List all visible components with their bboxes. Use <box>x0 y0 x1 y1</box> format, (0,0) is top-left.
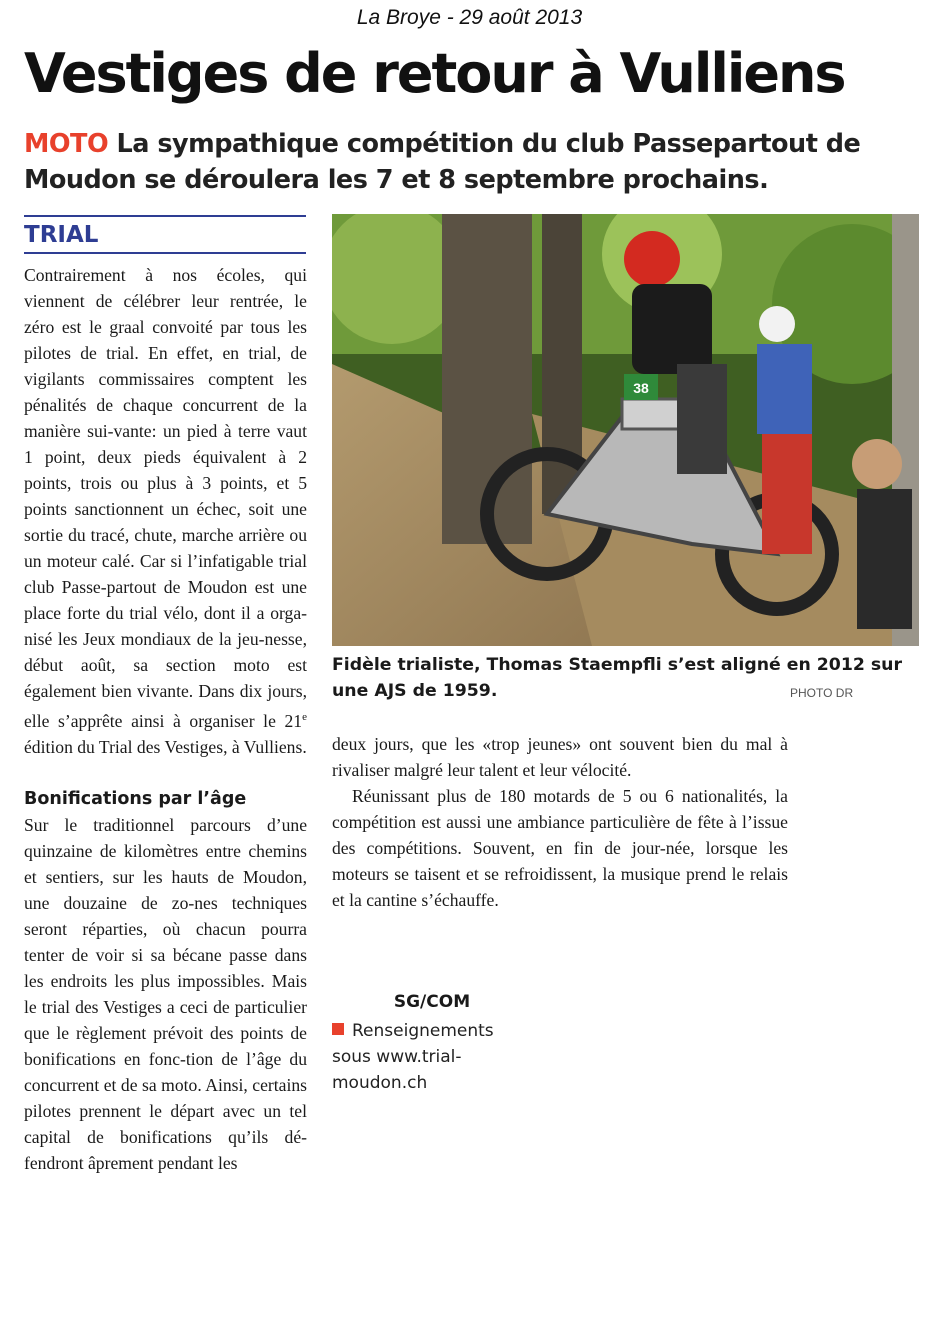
rubric <box>24 215 306 254</box>
photo-caption: Fidèle trialiste, Thomas Staempfli s’est aligné en 2012 sur une AJS de 1959. <box>332 655 903 701</box>
rubric-label: TRIAL <box>24 222 99 248</box>
lead-text: La sympathique compétition du club Passepartout de Moudon se déroulera les 7 et 8 septembre prochains. <box>24 129 861 195</box>
column-right <box>332 731 788 913</box>
paragraph1-text-a: Contrairement à nos écoles, qui viennent de célébrer leur rentrée, le zéro est le graal convoité par tous les pilotes de trial. En effet, en trial, de vigilants commissaires comptent les pénalités de chaque concurrent de la manière sui-vante: un pied à terre vaut 1 point, deux pieds équivalent à 2 points, trois ou plus à 3 points, et 5 points sanctionnent un échec, soit une sortie du tracé, chute, marche arrière ou un moteur calé. Car si l’infatigable trial club Passe-partout de Moudon est une place forte du trial vélo, dont il a orga-nisé les Jeux mondiaux de la jeu-nesse, début août, sa section moto est également bien vivante. Dans dix jours, elle s’apprête ainsi à organiser le 21 <box>24 265 307 731</box>
headline: Vestiges de retour à Vulliens <box>24 42 845 105</box>
source-line: La Broye - 29 août 2013 <box>356 6 583 29</box>
body-paragraph-4: Réunissant plus de 180 motards de 5 ou 6 nationalités, la compétition est aussi une ambiance particulière de fête à l’issue des compétitions. Souvent, en fin de jour-née, lorsque les moteurs se taisent et se refroidissent, la musique prend le relais et la cantine s’échauffe. <box>332 786 788 910</box>
rubric-rule <box>24 252 306 254</box>
signature: SG/COM <box>393 992 471 1012</box>
article-photo <box>332 214 919 646</box>
red-square-bullet-icon <box>332 1023 344 1035</box>
number-plate-text: 38 <box>633 380 649 396</box>
info-text: Renseignements sous www.trial-moudon.ch <box>332 1021 494 1093</box>
lead <box>24 126 924 198</box>
body-paragraph-2: Sur le traditionnel parcours d’une quinzaine de kilomètres entre chemins et sentiers, sur les hauts de Moudon, une douzaine de zo-nes techniques seront réparties, où chacun pourra tenter de voir si sa bécane passe dans les endroits les plus impossibles. Mais le trial des Vestiges a ceci de particulier que le règlement prévoit des points de bonifications en fonc-tion de l’âge du concurrent et de sa moto. Ainsi, certains pilotes prennent le départ avec un tel capital de bonifications qu’ils dé-fendront âprement pendant les <box>24 814 307 1173</box>
paragraph1-text-b: édition du Trial des Vestiges, à Vulliens. <box>24 736 307 757</box>
body-paragraph-3: deux jours, que les «trop jeunes» ont souvent bien du mal à rivaliser malgré leur talent et leur vélocité. <box>332 734 788 780</box>
column-left <box>24 262 307 1176</box>
body-paragraph-1 <box>24 262 307 760</box>
photo-credit: PHOTO DR <box>790 686 854 700</box>
subhead: Bonifications par l’âge <box>24 788 247 809</box>
lead-kicker: MOTO <box>24 129 109 159</box>
edition-superscript: e <box>302 711 307 723</box>
info-box <box>332 1018 532 1096</box>
